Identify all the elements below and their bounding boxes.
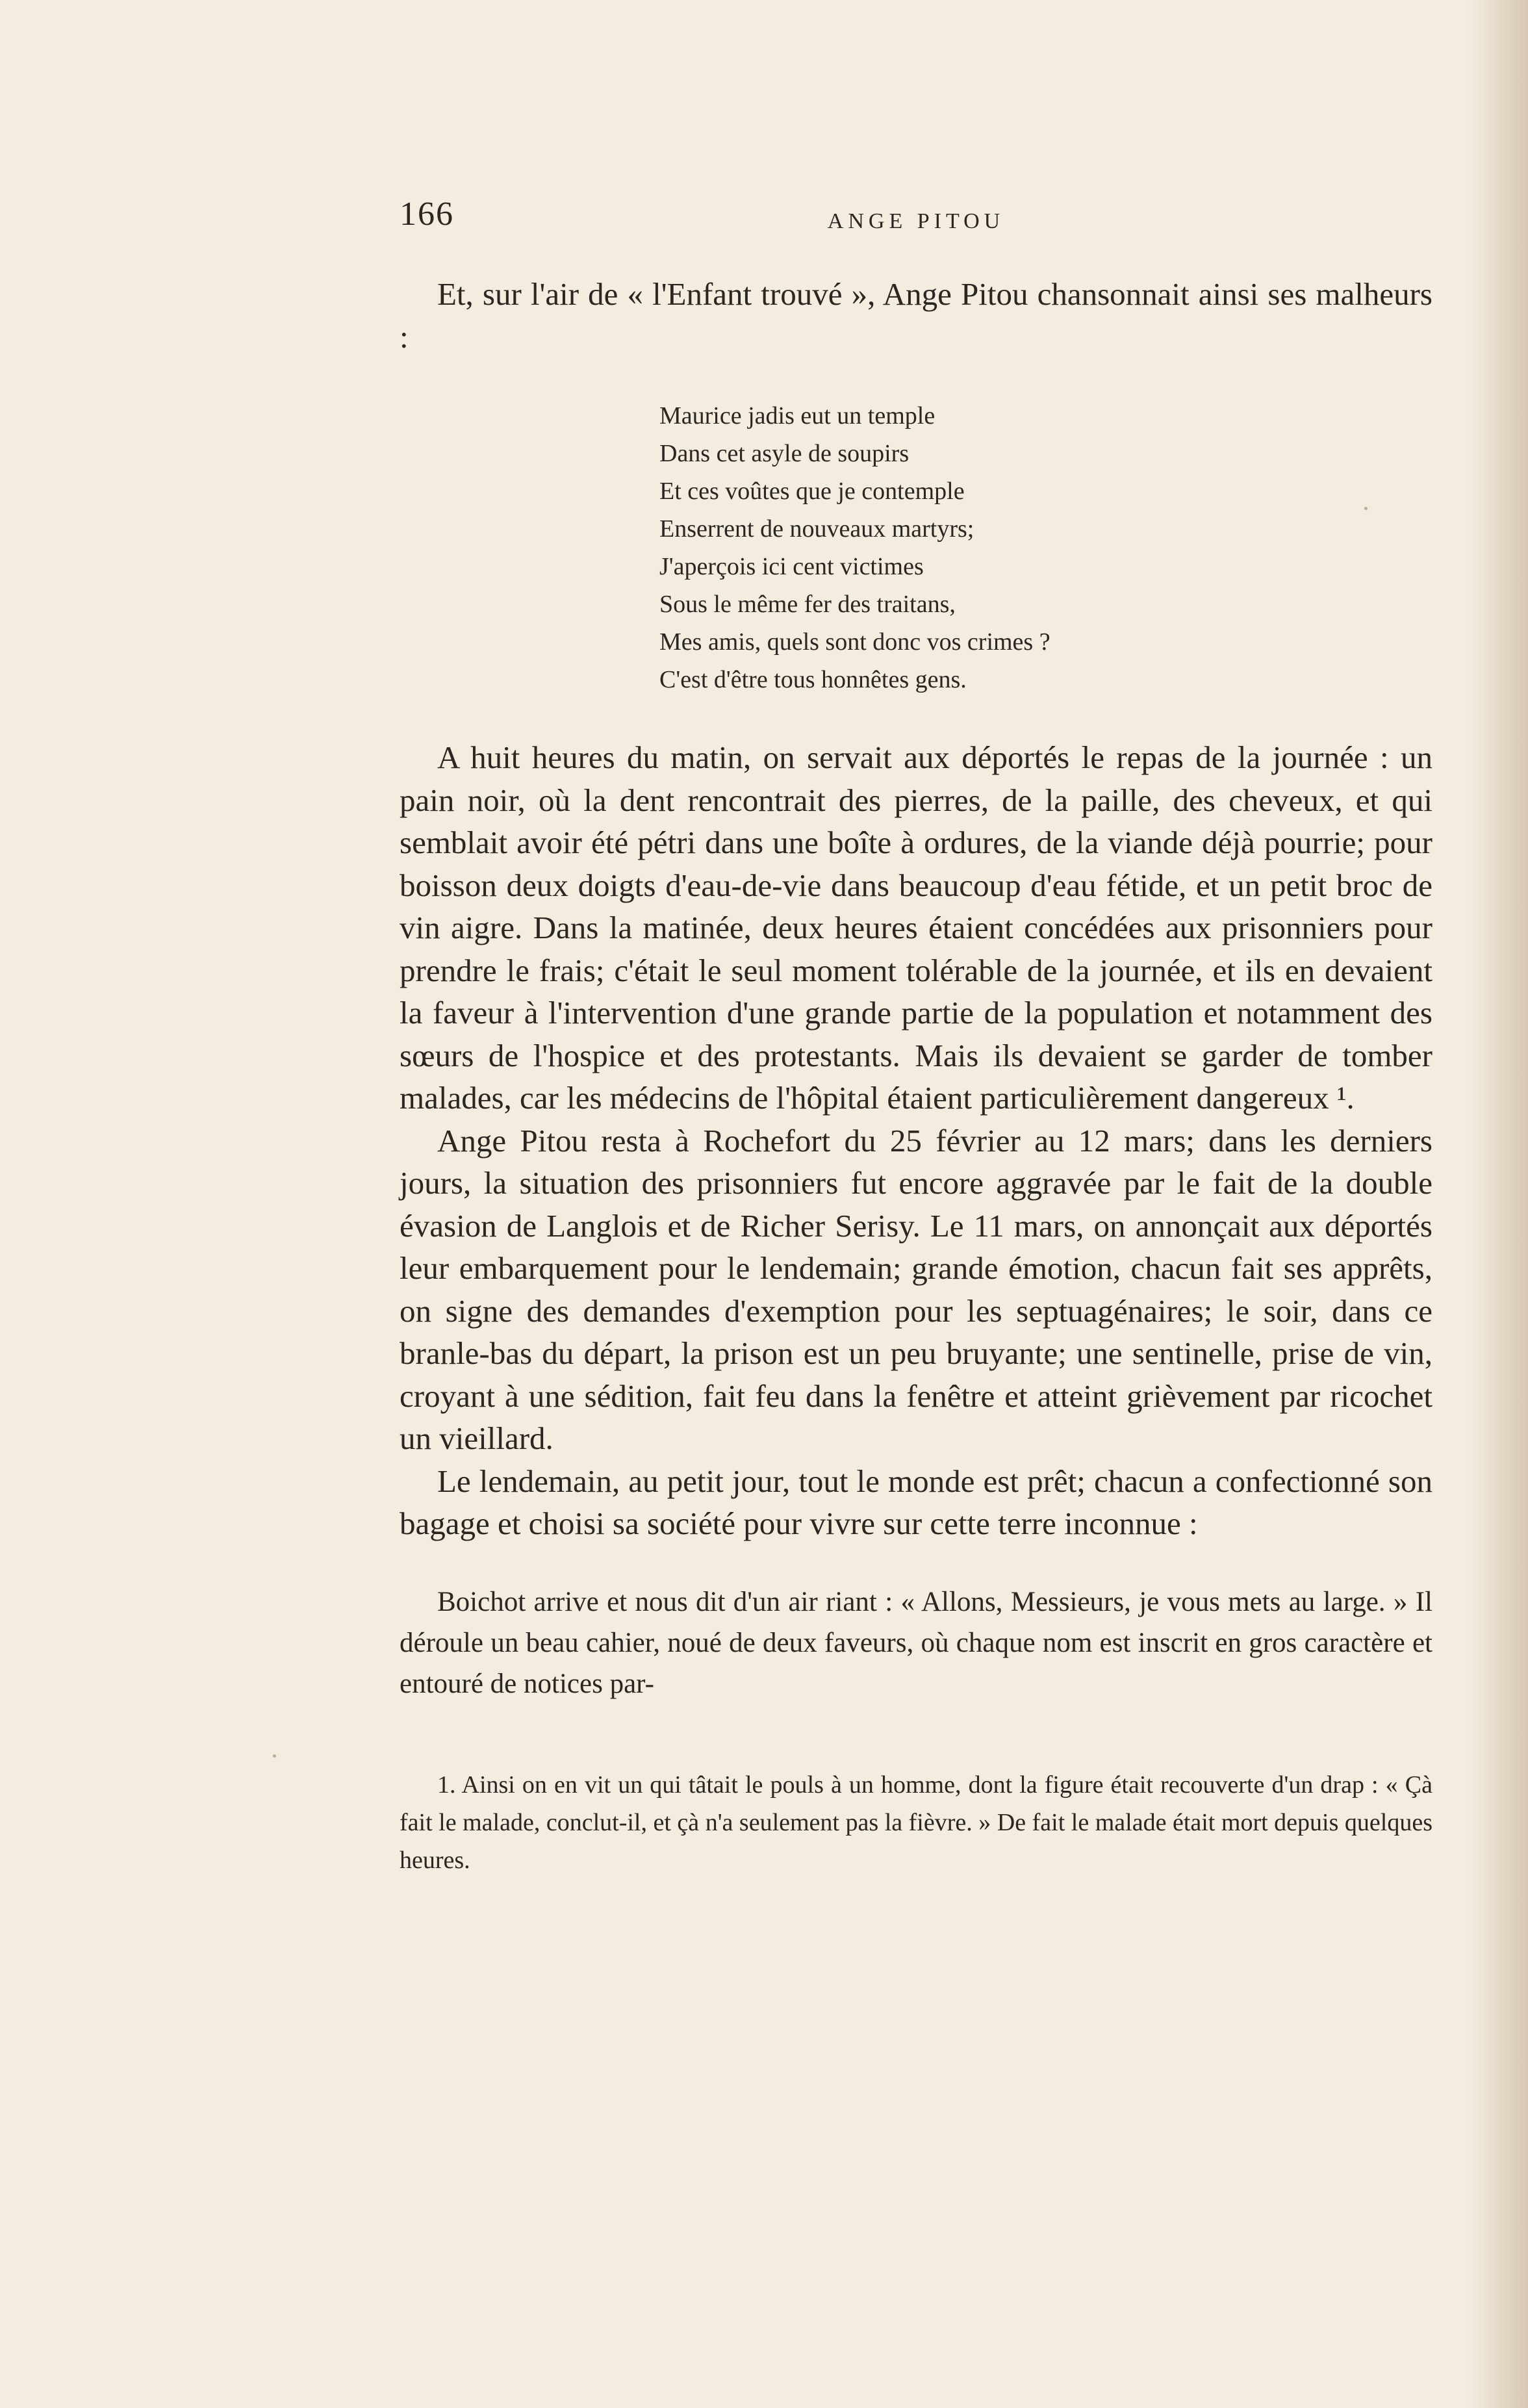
- body-paragraph: A huit heures du matin, on servait aux déportés le repas de la journée : un pain noir, où la dent rencontrait des pierres, de la paille, des cheveux, et qui semblait avoir été pétri dans une boîte à ordures, de la viande déjà pourrie; pour boisson deux doigts d'eau-de-vie dans beaucoup d'eau fétide, et un petit broc de vin aigre. Dans la matinée, deux heures étaient concédées aux prisonniers pour prendre le frais; c'était le seul moment tolérable de la journée, et ils en devaient la faveur à l'intervention d'une grande partie de la population et notamment des sœurs de l'hospice et des protestants. Mais ils devaient se garder de tomber malades, car les médecins de l'hôpital étaient particulièrement dangereux ¹.: [400, 739, 1433, 1116]
- verse-line: J'aperçois ici cent victimes: [659, 553, 924, 580]
- verse-line: Dans cet asyle de soupirs: [659, 440, 910, 467]
- book-page: [400, 195, 1433, 1879]
- verse-line: Maurice jadis eut un temple: [659, 402, 936, 429]
- intro-paragraph: Et, sur l'air de « l'Enfant trouvé », Ange Pitou chansonnait ainsi ses malheurs :: [400, 276, 1433, 355]
- paper-speck: [273, 1754, 276, 1758]
- page-header: [400, 195, 1433, 247]
- verse-line: Enserrent de nouveaux martyrs;: [659, 515, 974, 543]
- page-number: 166: [400, 196, 454, 233]
- page-edge-shadow: [1470, 0, 1528, 2408]
- footnote: 1. Ainsi on en vit un qui tâtait le pouls à un homme, dont la figure était recouverte d'un drap : « Çà fait le malade, conclut-il, et çà n'a seulement pas la fièvre. » De fait le malade était mort depuis quelques heures.: [400, 1771, 1433, 1874]
- verse-line: Mes amis, quels sont donc vos crimes ?: [659, 628, 1050, 656]
- song-verse: [659, 397, 1433, 698]
- verse-line: C'est d'être tous honnêtes gens.: [659, 666, 967, 693]
- verse-line: Et ces voûtes que je contemple: [659, 478, 965, 505]
- body-paragraph: Ange Pitou resta à Rochefort du 25 février au 12 mars; dans les derniers jours, la situation des prisonniers fut encore aggravée par le fait de la double évasion de Langlois et de Richer Serisy. Le 11 mars, on annonçait aux déportés leur embarquement pour le lendemain; grande émotion, chacun fait ses apprêts, on signe des demandes d'exemption pour les septuagénaires; le soir, dans ce branle-bas du départ, la prison est un peu bruyante; une sentinelle, prise de vin, croyant à une sédition, fait feu dans la fenêtre et atteint grièvement par ricochet un vieillard.: [400, 1122, 1433, 1456]
- quoted-passage: Boichot arrive et nous dit d'un air riant : « Allons, Messieurs, je vous mets au large. » Il déroule un beau cahier, noué de deux faveurs, où chaque nom est inscrit en gros caractère et entouré de notices par-: [400, 1586, 1433, 1699]
- verse-line: Sous le même fer des traitans,: [659, 591, 956, 618]
- running-title: ANGE PITOU: [827, 209, 1005, 233]
- body-paragraph: Le lendemain, au petit jour, tout le monde est prêt; chacun a confectionné son bagage et choisi sa société pour vivre sur cette terre inconnue :: [400, 1463, 1433, 1541]
